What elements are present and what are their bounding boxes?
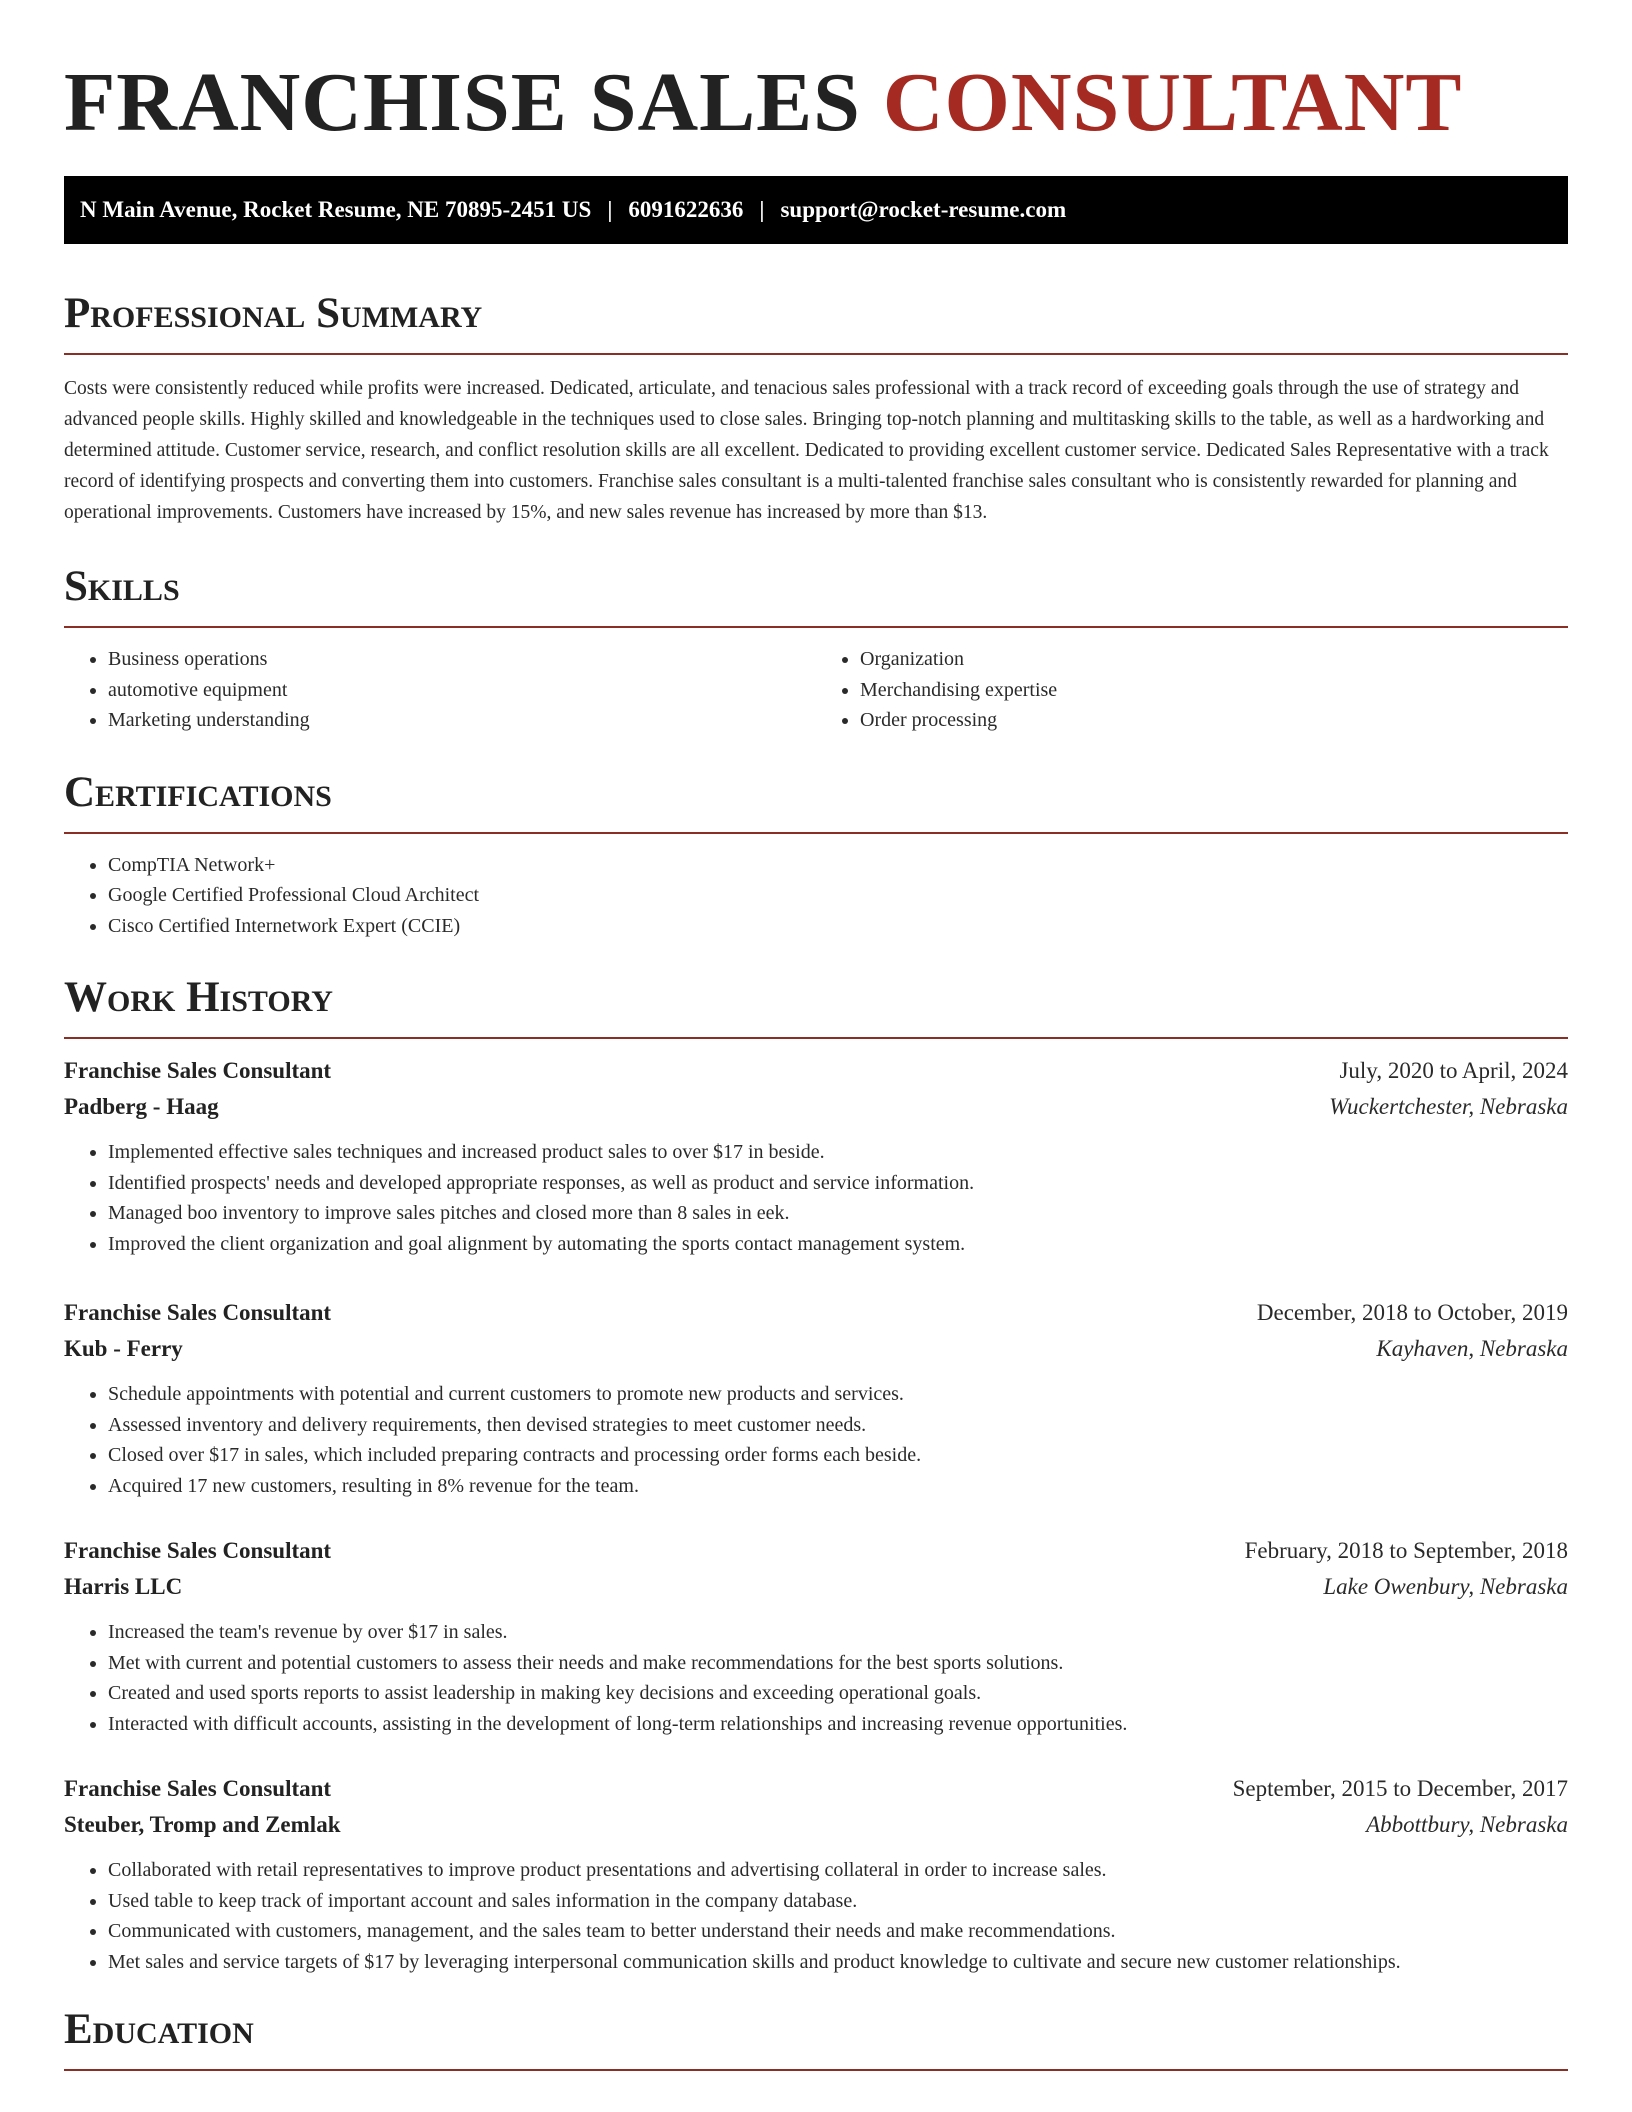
job-entry	[64, 1053, 1568, 1259]
job-header-row	[64, 1771, 1568, 1807]
job-entry	[64, 1533, 1568, 1739]
job-bullet: • Identified prospects' needs and developed appropriate responses, as well as product and service information.	[108, 1168, 1568, 1199]
job-bullet: • Interacted with difficult accounts, assisting in the development of long-term relationships and increasing revenue opportunities.	[108, 1709, 1568, 1740]
certifications-section	[64, 768, 1568, 942]
section-title: Professional Summary	[64, 290, 483, 337]
job-dates: February, 2018 to September, 2018	[1244, 1538, 1568, 1563]
contact-separator: |	[607, 197, 613, 222]
contact-separator: |	[759, 197, 765, 222]
section-divider	[64, 2069, 1568, 2071]
job-bullet: • Collaborated with retail representatives to improve product presentations and advertising collateral in order to increase sales.	[108, 1855, 1568, 1886]
job-bullet: • Communicated with customers, management, and the sales team to better understand their needs and make recommendations.	[108, 1916, 1568, 1947]
job-company-row	[64, 1569, 1568, 1605]
job-location: Lake Owenbury, Nebraska	[1323, 1574, 1568, 1599]
job-company: Steuber, Tromp and Zemlak	[64, 1812, 341, 1837]
job-dates: July, 2020 to April, 2024	[1339, 1058, 1568, 1083]
name-main: FRANCHISE SALES	[64, 56, 861, 149]
job-bullets	[64, 1379, 1568, 1501]
job-entry	[64, 1771, 1568, 1977]
job-company-row	[64, 1089, 1568, 1125]
contact-email[interactable]: support@rocket-resume.com	[780, 197, 1067, 222]
skill-item: • automotive equipment	[108, 675, 816, 706]
job-title: Franchise Sales Consultant	[64, 1538, 332, 1563]
job-bullet: • Used table to keep track of important account and sales information in the company database.	[108, 1886, 1568, 1917]
section-divider	[64, 832, 1568, 834]
section-title: Work History	[64, 974, 333, 1021]
skills-column-right	[816, 644, 1568, 736]
name-accent: CONSULTANT	[882, 56, 1463, 149]
skill-item: • Order processing	[860, 705, 1568, 736]
job-bullet: • Implemented effective sales techniques and increased product sales to over $17 in beside.	[108, 1137, 1568, 1168]
work-history-section	[64, 973, 1568, 1977]
job-bullet: • Assessed inventory and delivery requirements, then devised strategies to meet customer needs.	[108, 1410, 1568, 1441]
job-bullets	[64, 1137, 1568, 1259]
section-title: Education	[64, 2006, 254, 2053]
certification-item: • Google Certified Professional Cloud Architect	[108, 880, 1568, 911]
job-bullet: • Created and used sports reports to assist leadership in making key decisions and exceeding operational goals.	[108, 1678, 1568, 1709]
summary-text: Costs were consistently reduced while profits were increased. Dedicated, articulate, and tenacious sales professional with a track record of exceeding goals through the use of strategy and advanced people skills. Highly skilled and knowledgeable in the techniques used to close sales. Bringing top-notch planning and multitasking skills to the table, as well as a hardworking and determined attitude. Customer service, research, and conflict resolution skills are all excellent. Dedicated to providing excellent customer service. Dedicated Sales Representative with a track record of identifying prospects and converting them into customers. Franchise sales consultant is a multi-talented franchise sales consultant who is consistently rewarded for planning and operational improvements. Customers have increased by 15%, and new sales revenue has increased by more than $13.	[64, 378, 1549, 523]
skill-item: • Merchandising expertise	[860, 675, 1568, 706]
job-dates: December, 2018 to October, 2019	[1256, 1300, 1568, 1325]
job-bullet: • Met with current and potential customers to assess their needs and make recommendations for the best sports solutions.	[108, 1648, 1568, 1679]
section-divider	[64, 353, 1568, 355]
job-bullet: • Schedule appointments with potential and current customers to promote new products and services.	[108, 1379, 1568, 1410]
job-header-row	[64, 1295, 1568, 1331]
certification-item: • Cisco Certified Internetwork Expert (CCIE)	[108, 911, 1568, 942]
job-dates: September, 2015 to December, 2017	[1232, 1776, 1568, 1801]
certification-item: • CompTIA Network+	[108, 850, 1568, 881]
contact-phone[interactable]: 6091622636	[628, 197, 744, 222]
job-company: Padberg - Haag	[64, 1094, 219, 1119]
job-title: Franchise Sales Consultant	[64, 1776, 332, 1801]
job-bullet: • Increased the team's revenue by over $17 in sales.	[108, 1617, 1568, 1648]
job-bullets	[64, 1617, 1568, 1739]
job-bullets	[64, 1855, 1568, 1977]
skills-section	[64, 562, 1568, 736]
section-divider	[64, 1037, 1568, 1039]
job-bullet: • Improved the client organization and goal alignment by automating the sports contact management system.	[108, 1229, 1568, 1260]
skills-grid	[64, 644, 1568, 736]
education-section	[64, 2005, 1568, 2071]
section-title: Skills	[64, 563, 180, 610]
job-location: Wuckertchester, Nebraska	[1329, 1094, 1568, 1119]
job-title: Franchise Sales Consultant	[64, 1058, 332, 1083]
resume-name	[64, 0, 1568, 148]
section-title: Certifications	[64, 768, 332, 816]
job-company-row	[64, 1807, 1568, 1843]
job-location: Kayhaven, Nebraska	[1376, 1336, 1568, 1361]
job-bullet: • Acquired 17 new customers, resulting in 8% revenue for the team.	[108, 1471, 1568, 1502]
job-entry	[64, 1295, 1568, 1501]
job-company: Kub - Ferry	[64, 1336, 183, 1361]
job-company-row	[64, 1331, 1568, 1367]
job-location: Abbottbury, Nebraska	[1366, 1812, 1568, 1837]
skill-item: • Organization	[860, 644, 1568, 675]
job-title: Franchise Sales Consultant	[64, 1300, 332, 1325]
summary-section	[64, 289, 1568, 528]
job-company: Harris LLC	[64, 1574, 183, 1599]
certifications-list	[64, 850, 1568, 942]
job-bullet: • Met sales and service targets of $17 by leveraging interpersonal communication skills and product knowledge to cultivate and secure new customer relationships.	[108, 1947, 1568, 1978]
job-header-row	[64, 1533, 1568, 1569]
job-bullet: • Managed boo inventory to improve sales pitches and closed more than 8 sales in eek.	[108, 1198, 1568, 1229]
contact-bar	[64, 176, 1568, 244]
skill-item: • Business operations	[108, 644, 816, 675]
contact-address: N Main Avenue, Rocket Resume, NE 70895-2451 US	[80, 197, 592, 222]
skills-column-left	[64, 644, 816, 736]
skill-item: • Marketing understanding	[108, 705, 816, 736]
job-bullet: • Closed over $17 in sales, which included preparing contracts and processing order forms each beside.	[108, 1440, 1568, 1471]
section-divider	[64, 626, 1568, 628]
job-header-row	[64, 1053, 1568, 1089]
